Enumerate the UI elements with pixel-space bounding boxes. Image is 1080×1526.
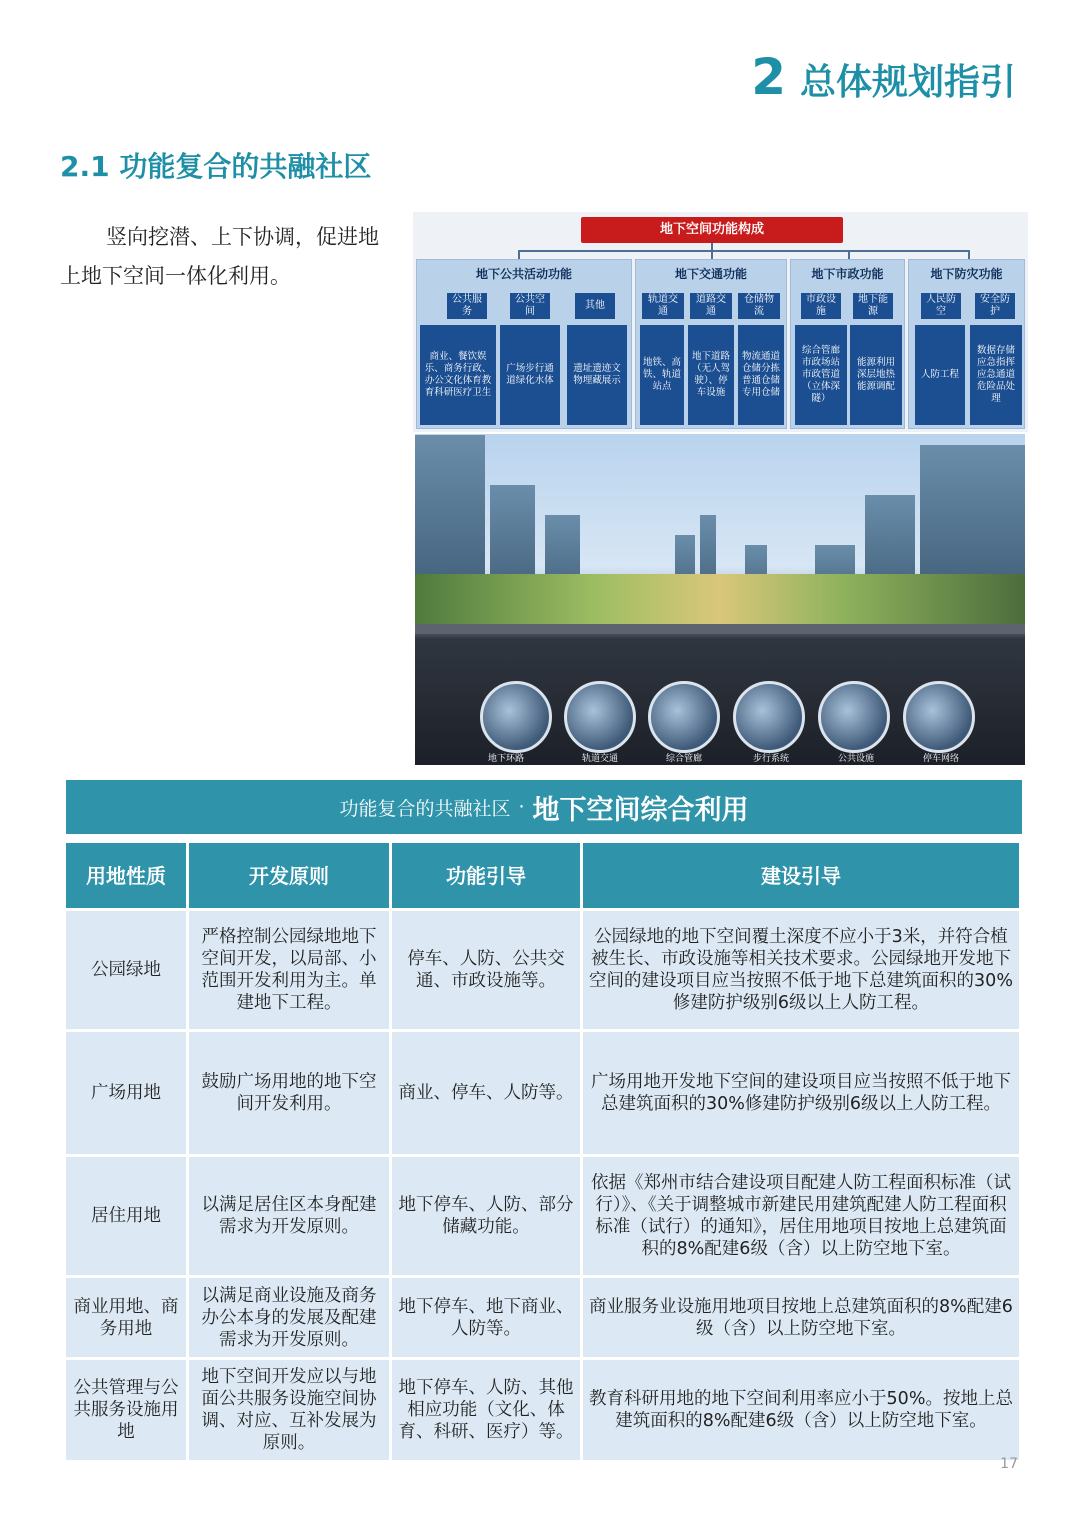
cell-function: 停车、人防、公共交通、市政设施等。 xyxy=(392,911,580,1029)
connector-line xyxy=(518,250,970,252)
cell-function: 地下停车、人防、部分储藏功能。 xyxy=(392,1157,580,1275)
table-row xyxy=(66,1278,1019,1357)
group-title: 地下交通功能 xyxy=(674,267,747,281)
table-row xyxy=(66,1032,1019,1154)
sub-box: 人民防空 xyxy=(921,293,961,319)
connector-line xyxy=(968,250,970,259)
group-municipal xyxy=(790,259,905,429)
intro-paragraph: 竖向挖潜、上下协调，促进地上地下空间一体化利用。 xyxy=(60,225,379,288)
detail-box: 综合管廊市政场站市政管道（立体深隧） xyxy=(795,325,847,425)
sub-box: 仓储物流 xyxy=(738,293,780,319)
caption-parking: 停车网络 xyxy=(922,754,959,764)
connector-line xyxy=(711,250,713,259)
group-title: 地下市政功能 xyxy=(811,267,884,281)
section-title: 2.1 功能复合的共融社区 xyxy=(60,150,372,183)
cell-guide: 商业服务业设施用地项目按地上总建筑面积的8%配建6级（含）以上防空地下室。 xyxy=(583,1278,1019,1357)
cell-land-type: 公园绿地 xyxy=(66,911,186,1029)
header-function: 功能引导 xyxy=(392,843,580,908)
table-header-row xyxy=(66,843,1019,908)
detail-box: 商业、餐饮娱乐、商务行政、办公文化体育教育科研医疗卫生 xyxy=(420,325,496,425)
chapter-title: 总体规划指引 xyxy=(799,62,1016,103)
detail-box: 地铁、高铁、轨道站点 xyxy=(640,325,684,425)
connector-line xyxy=(518,250,520,259)
cell-principle: 严格控制公园绿地地下空间开发，以局部、小范围开发利用为主。单建地下工程。 xyxy=(189,911,389,1029)
parking-network-image xyxy=(903,681,975,753)
caption-rail-transit: 轨道交通 xyxy=(581,754,618,764)
sub-box: 公共服务 xyxy=(447,293,487,319)
sub-box: 道路交通 xyxy=(690,293,732,319)
caption-pedestrian: 步行系统 xyxy=(752,754,789,764)
header-principle: 开发原则 xyxy=(189,843,389,908)
header-land-type: 用地性质 xyxy=(66,843,186,908)
caption-loop-road: 地下环路 xyxy=(487,754,524,764)
pedestrian-system-image xyxy=(733,681,805,753)
cell-function: 地下停车、地下商业、人防等。 xyxy=(392,1278,580,1357)
banner-prefix: 功能复合的共融社区 xyxy=(339,797,511,820)
cell-principle: 地下空间开发应以与地面公共服务设施空间协调、对应、互补发展为原则。 xyxy=(189,1360,389,1460)
header-construction: 建设引导 xyxy=(583,843,1019,908)
cell-guide: 依据《郑州市结合建设项目配建人防工程面积标准（试行）》、《关于调整城市新建民用建筑配建人防工程面积标准（试行）的通知》，居住用地项目按地上总建筑面积的8%配建6级（含）以上防空地下室。 xyxy=(583,1157,1019,1275)
caption-public-facility: 公共设施 xyxy=(837,754,874,764)
detail-box: 遗址遗迹文物埋藏展示 xyxy=(567,325,627,425)
cell-land-type: 商业用地、商务用地 xyxy=(66,1278,186,1357)
underground-illustration xyxy=(415,434,1025,765)
table-row xyxy=(66,1360,1019,1460)
rail-transit-image xyxy=(564,681,636,753)
group-public-activity xyxy=(416,259,632,429)
sub-box: 轨道交通 xyxy=(642,293,684,319)
ground-slab xyxy=(415,624,1025,634)
cell-land-type: 居住用地 xyxy=(66,1157,186,1275)
group-disaster-prevention xyxy=(908,259,1025,429)
sub-box: 公共空间 xyxy=(510,293,550,319)
detail-box: 数据存储应急指挥应急通道危险品处理 xyxy=(970,325,1022,425)
table-row xyxy=(66,1157,1019,1275)
cell-guide: 广场用地开发地下空间的建设项目应当按照不低于地下总建筑面积的30%修建防护级别6级以上人防工程。 xyxy=(583,1032,1019,1154)
cell-function: 商业、停车、人防等。 xyxy=(392,1032,580,1154)
diagram-root: 地下空间功能构成 xyxy=(581,217,843,243)
detail-box: 地下道路（无人驾驶）、停车设施 xyxy=(688,325,734,425)
public-facility-image xyxy=(818,681,890,753)
chapter-heading xyxy=(751,48,1016,106)
banner-title: 地下空间综合利用 xyxy=(532,794,749,826)
cell-function: 地下停车、人防、其他相应功能（文化、体育、科研、医疗）等。 xyxy=(392,1360,580,1460)
detail-box: 人防工程 xyxy=(915,325,965,425)
cell-principle: 以满足商业设施及商务办公本身的发展及配建需求为开发原则。 xyxy=(189,1278,389,1357)
banner-separator: · xyxy=(518,796,525,818)
sub-box: 其他 xyxy=(575,293,615,319)
detail-box: 物流通道仓储分拣普通仓储专用仓储 xyxy=(738,325,784,425)
loop-road-image xyxy=(480,681,552,753)
cell-land-type: 广场用地 xyxy=(66,1032,186,1154)
land-use-table xyxy=(63,840,1022,1463)
cell-land-type: 公共管理与公共服务设施用地 xyxy=(66,1360,186,1460)
table-banner xyxy=(66,780,1022,834)
group-transport xyxy=(635,259,787,429)
cell-principle: 鼓励广场用地的地下空间开发利用。 xyxy=(189,1032,389,1154)
page-number: 17 xyxy=(1000,1456,1018,1472)
cell-guide: 教育科研用地的地下空间利用率应小于50%。按地上总建筑面积的8%配建6级（含）以上防空地下室。 xyxy=(583,1360,1019,1460)
cell-principle: 以满足居住区本身配建需求为开发原则。 xyxy=(189,1157,389,1275)
sub-box: 市政设施 xyxy=(801,293,841,319)
sub-box: 安全防护 xyxy=(975,293,1015,319)
group-title: 地下公共活动功能 xyxy=(475,267,572,281)
caption-utility-tunnel: 综合管廊 xyxy=(665,754,702,764)
function-diagram xyxy=(413,212,1028,432)
utility-tunnel-image xyxy=(648,681,720,753)
cell-guide: 公园绿地的地下空间覆土深度不应小于3米，并符合植被生长、市政设施等相关技术要求。公园绿地开发地下空间的建设项目应当按照不低于地下总建筑面积的30%修建防护级别6级以上人防工程。 xyxy=(583,911,1019,1029)
chapter-number: 2 xyxy=(751,48,786,106)
detail-box: 能源利用深层地热能源调配 xyxy=(850,325,902,425)
plaza-layer xyxy=(415,574,1025,624)
table-row xyxy=(66,911,1019,1029)
sub-box: 地下能源 xyxy=(853,293,893,319)
connector-line xyxy=(848,250,850,259)
group-title: 地下防灾功能 xyxy=(930,267,1003,281)
detail-box: 广场步行通道绿化水体 xyxy=(500,325,560,425)
